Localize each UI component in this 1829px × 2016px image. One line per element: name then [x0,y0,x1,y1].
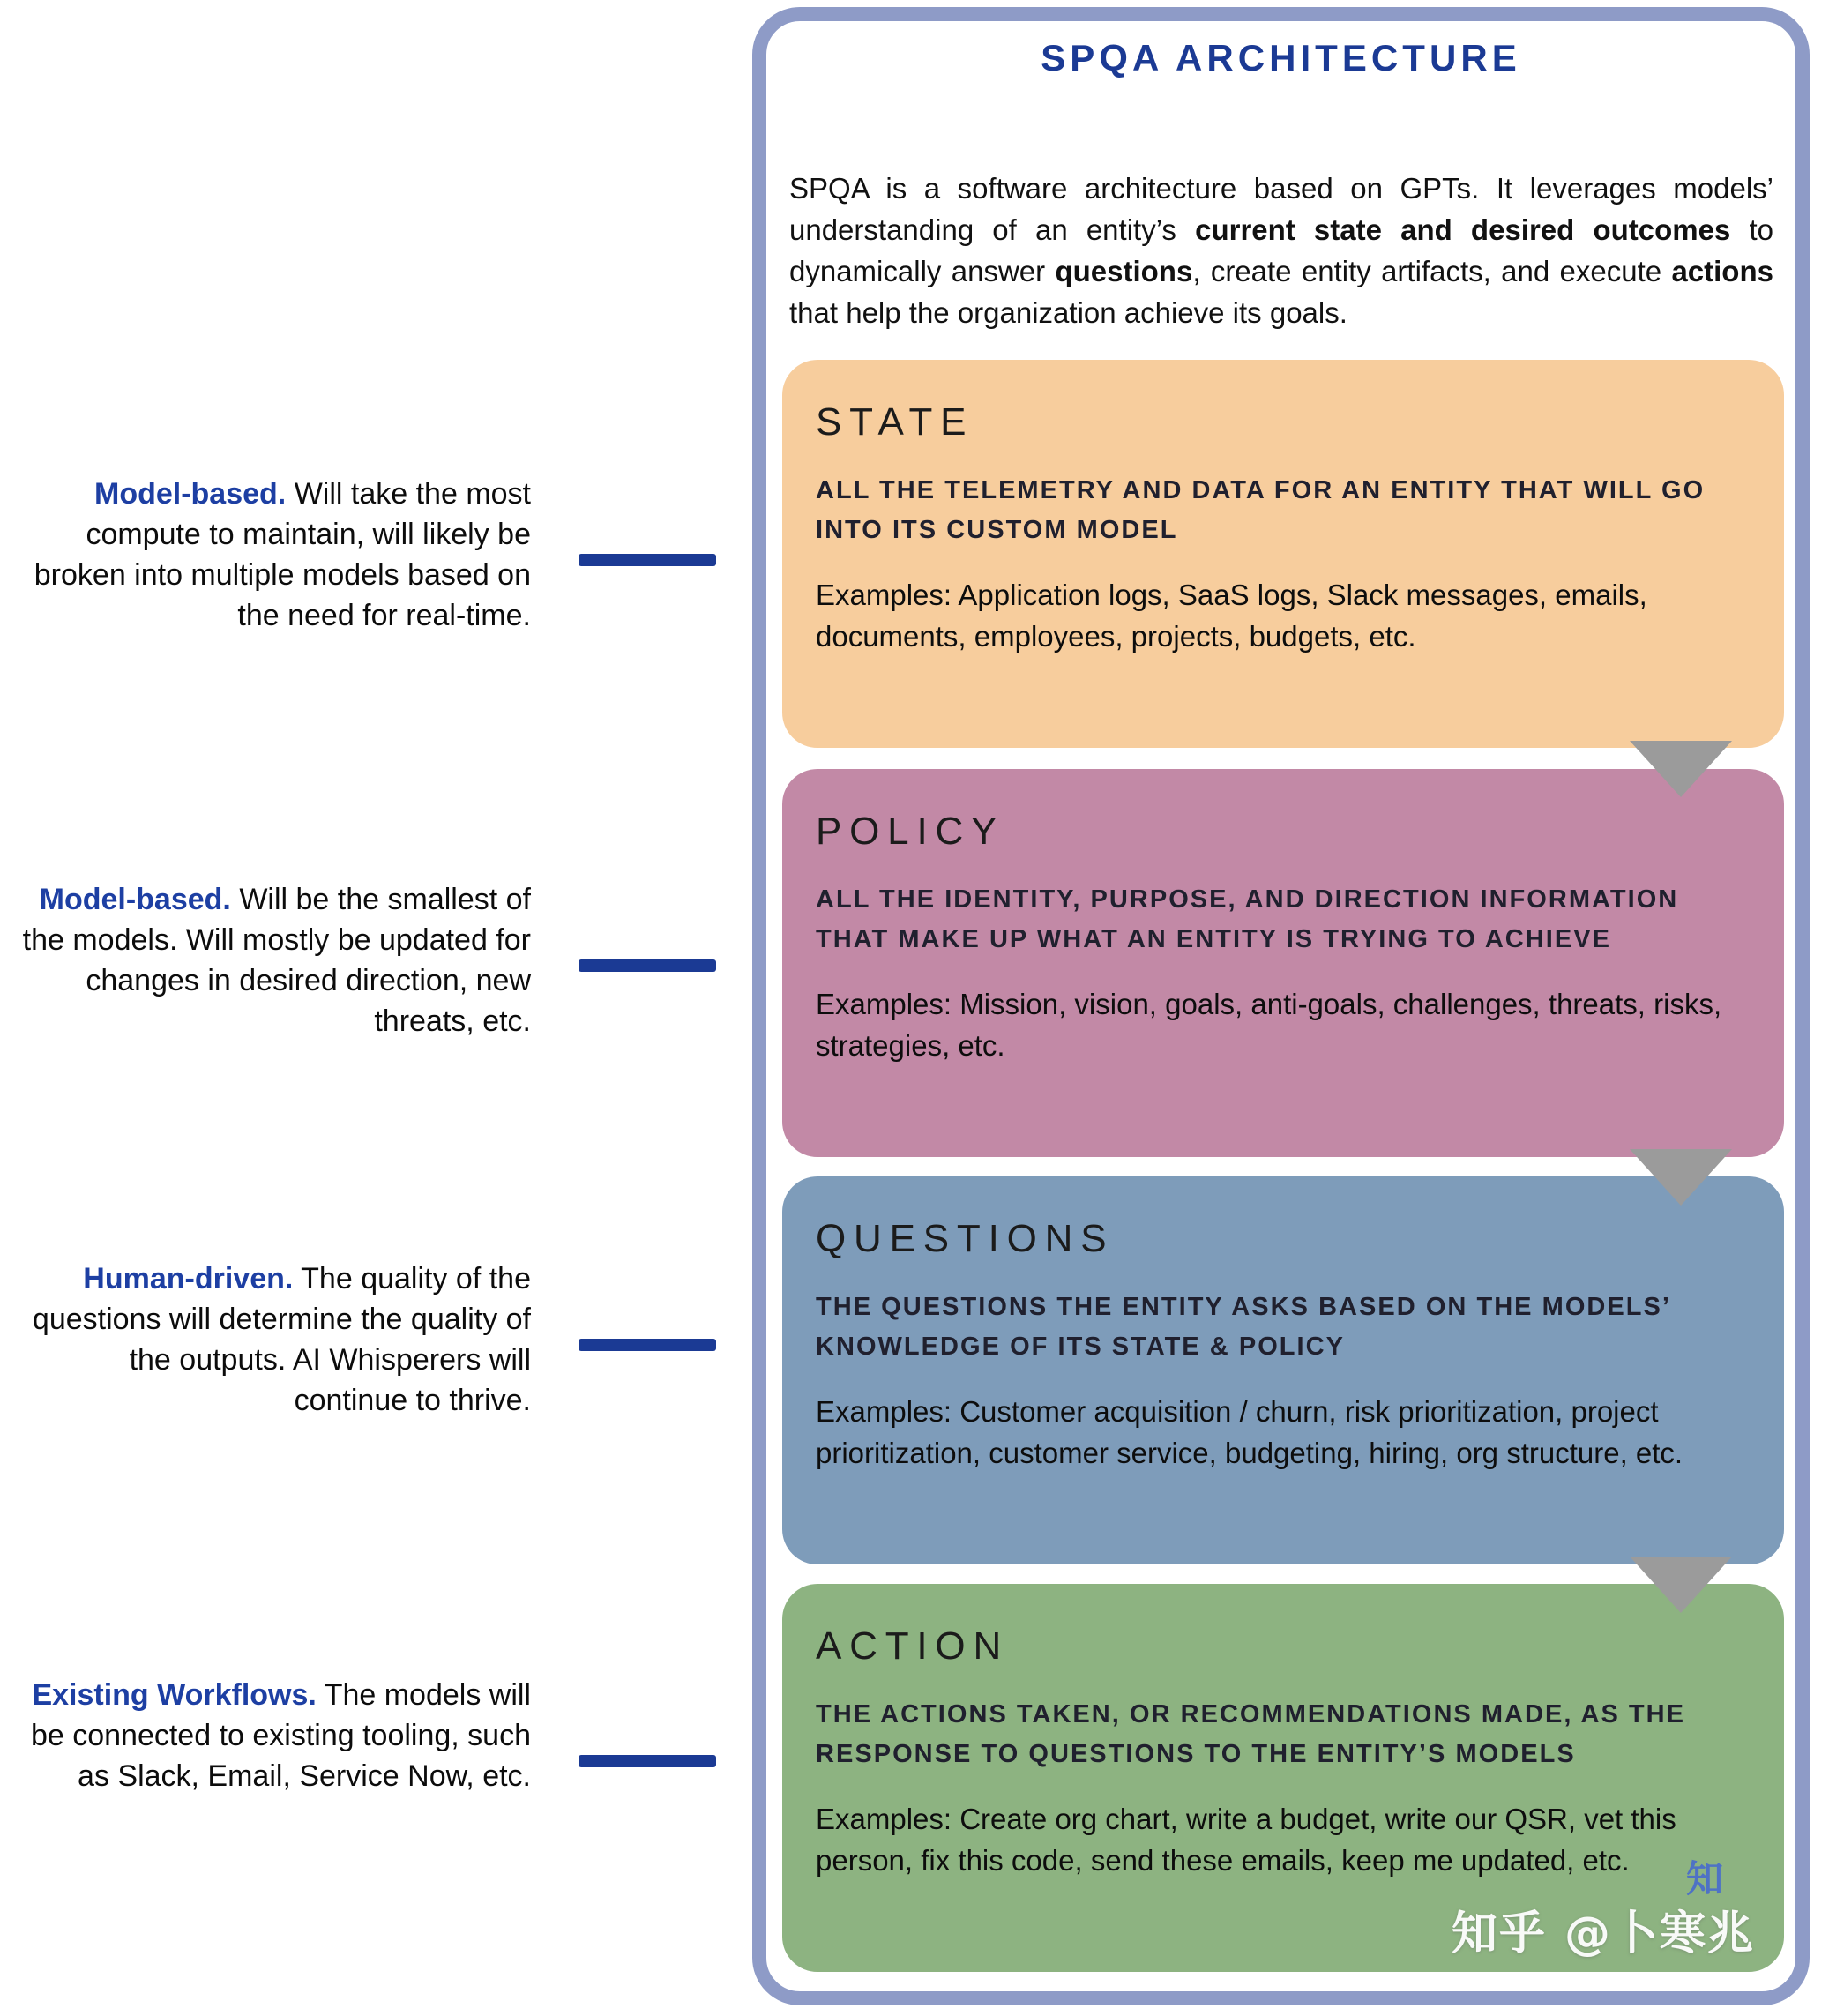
intro-text-segment: to dynamically answer [789,213,1773,287]
questions-box-title: QUESTIONS [816,1217,1115,1260]
annotation-state-lead: Model-based. [94,477,287,511]
intro-paragraph [789,168,1773,333]
action-box-description: THE ACTIONS TAKEN, OR RECOMMENDATIONS MADE, AS THE RESPONSE TO QUESTIONS TO THE ENTITY’S MODELS [816,1700,1685,1768]
annotation-questions-lead: Human-driven. [83,1262,294,1295]
intro-bold-segment: actions [1671,254,1773,287]
connector-dash-policy [579,959,716,972]
page-title: SPQA ARCHITECTURE [1041,37,1521,78]
down-arrow-icon [1630,1149,1732,1206]
questions-box-examples: Examples: Customer acquisition / churn, risk prioritization, project prioritization, customer service, budgeting, hiring, org structure, etc. [816,1394,1683,1469]
state-box-examples: Examples: Application logs, SaaS logs, Slack messages, emails, documents, employees, projects, budgets, etc. [816,578,1647,653]
action-box-title: ACTION [816,1624,1010,1668]
state-box-description: ALL THE TELEMETRY AND DATA FOR AN ENTITY THAT WILL GO INTO ITS CUSTOM MODEL [816,476,1706,544]
annotation-questions-text: The quality of the questions will determine the quality of the outputs. AI Whisperers will continue to thrive. [32,1262,531,1417]
policy-box-title: POLICY [816,810,1005,853]
intro-text-segment: SPQA is a software architecture based on GPTs. It leverages models’ understanding of an entity’s [789,172,1773,246]
connector-dash-questions [579,1339,716,1351]
state-box [782,360,1784,748]
annotation-policy-text: Will be the smallest of the models. Will mostly be updated for changes in desired direction, new threats, etc. [22,883,531,1038]
annotation-policy [9,880,531,1042]
intro-text-segment: that help the organization achieve its goals. [789,295,1347,329]
down-arrow-icon [1630,1557,1732,1613]
annotation-action [9,1676,531,1797]
zhihu-logo-icon: 知 [1686,1857,1724,1900]
annotation-action-text: The models will be connected to existing tooling, such as Slack, Email, Service Now, etc. [30,1678,531,1793]
action-box-examples: Examples: Create org chart, write a budget, write our QSR, vet this person, fix this code, send these emails, keep me updated, etc. [816,1802,1676,1877]
state-box-title: STATE [816,400,974,444]
annotation-state [9,474,531,637]
questions-box-description: THE QUESTIONS THE ENTITY ASKS BASED ON THE MODELS’ KNOWLEDGE OF ITS STATE & POLICY [816,1293,1670,1361]
connector-dash-action [579,1755,716,1767]
intro-bold-segment: current state and desired outcomes [1195,213,1731,246]
annotation-action-lead: Existing Workflows. [32,1678,317,1712]
annotation-questions [9,1259,531,1422]
policy-box-examples: Examples: Mission, vision, goals, anti-goals, challenges, threats, risks, strategies, etc. [816,987,1722,1062]
watermark-text: 知乎 @卜寒兆 [1451,1908,1755,1960]
questions-box [782,1176,1784,1564]
down-arrow-icon [1630,741,1732,797]
policy-box-description: ALL THE IDENTITY, PURPOSE, AND DIRECTION INFORMATION THAT MAKE UP WHAT AN ENTITY IS TRYING TO ACHIEVE [816,885,1679,953]
intro-bold-segment: questions [1055,254,1193,287]
connector-dash-state [579,554,716,566]
intro-text-segment: , create entity artifacts, and execute [1192,254,1672,287]
annotation-policy-lead: Model-based. [39,883,231,916]
annotation-state-text: Will take the most compute to maintain, will likely be broken into multiple models based on the need for real-time. [34,477,531,632]
policy-box [782,769,1784,1157]
